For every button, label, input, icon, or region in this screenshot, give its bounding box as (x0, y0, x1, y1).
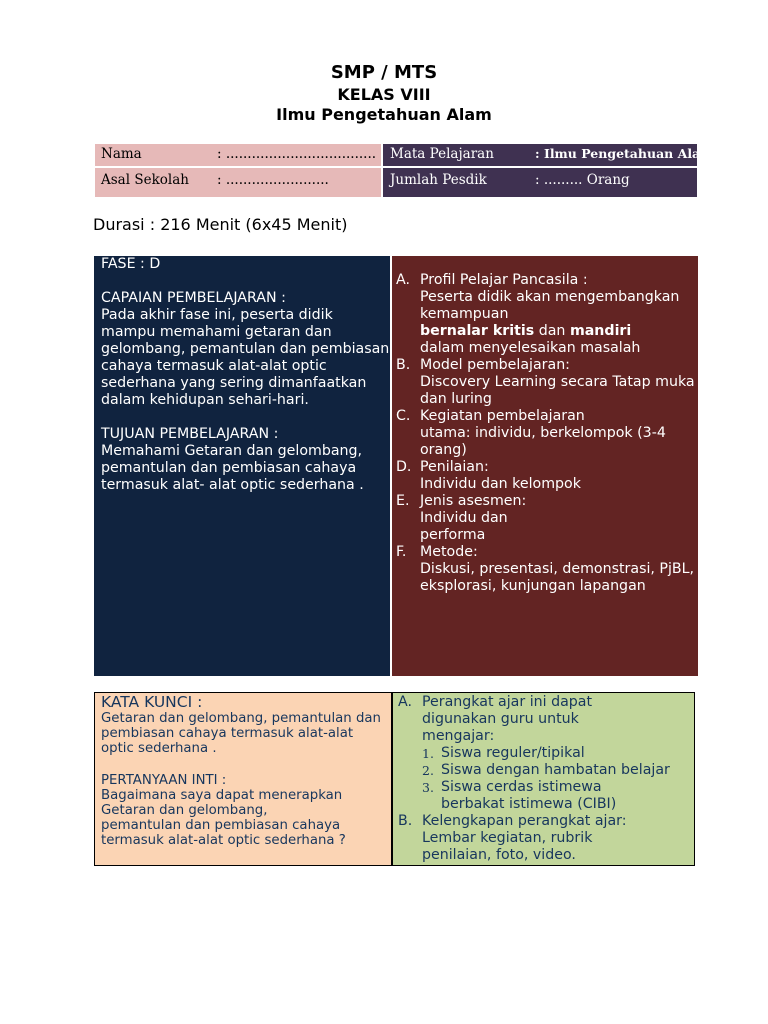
nama-label: Nama (101, 146, 142, 162)
title-subject: Ilmu Pengetahuan Alam (276, 105, 492, 124)
kata-kunci-panel (94, 692, 392, 866)
penilaian-text: Individu dan kelompok (420, 476, 581, 492)
mandiri-text: mandiri (569, 323, 632, 339)
mata-pelajaran-value: : Ilmu Pengetahuan Alam (535, 146, 714, 161)
nama-value: : ................................... (217, 146, 377, 162)
dan-text: dan (538, 323, 566, 339)
list-item-siswa-cibi (398, 779, 696, 813)
kelengkapan-text: penilaian, foto, video. (422, 847, 576, 863)
metode-text: Diskusi, presentasi, demonstrasi, PjBL, eksplorasi, kunjungan lapangan (420, 561, 695, 594)
mata-pelajaran-label: Mata Pelajaran (390, 146, 494, 162)
perangkat-ajar-panel (392, 692, 695, 866)
profil-text-end: dalam menyelesaikan masalah (420, 340, 641, 356)
siswa-cibi-text: Siswa cerdas istimewa (441, 779, 602, 795)
list-marker: 1. (422, 746, 434, 761)
perangkat-text: mengajar: (422, 728, 495, 744)
kata-kunci-text: Getaran dan gelombang, pemantulan dan pembiasan cahaya termasuk alat-alat optic sederhana . (101, 711, 381, 757)
fase-label: FASE : D (101, 256, 161, 272)
durasi-text: Durasi : 216 Menit (6x45 Menit) (93, 215, 348, 234)
bernalar-kritis-text: bernalar kritis (420, 323, 535, 339)
capaian-heading: CAPAIAN PEMBELAJARAN : (101, 290, 286, 306)
list-item-profil (396, 272, 696, 357)
profil-bold-line (420, 323, 696, 340)
model-text: Discovery Learning secara Tatap muka dan luring (420, 374, 695, 407)
list-marker: 3. (422, 780, 434, 795)
profil-panel (392, 256, 698, 676)
list-marker: B. (398, 813, 413, 829)
asal-sekolah-label: Asal Sekolah (101, 172, 189, 188)
list-item-perangkat (398, 694, 696, 745)
list-item-model (396, 357, 696, 408)
title-level: SMP / MTS (330, 62, 438, 83)
list-marker: A. (398, 694, 412, 710)
kelengkapan-text: Lembar kegiatan, rubrik (422, 830, 593, 846)
penilaian-title: Penilaian: (420, 459, 489, 475)
pertanyaan-inti-text: Bagaimana saya dapat menerapkan Getaran dan gelombang, pemantulan dan pembiasan cahaya termasuk alat-alat optic sederhana ? (101, 787, 346, 849)
fase-panel (94, 256, 390, 676)
capaian-text: Pada akhir fase ini, peserta didik mampu memahami getaran dan gelombang, pemantulan dan pembiasan cahaya termasuk alat-alat optic sederhana yang sering dimanfaatkan dalam kehidupan sehari-hari. (101, 307, 390, 408)
list-item-metode (396, 544, 696, 595)
model-title: Model pembelajaran: (420, 357, 570, 373)
list-marker: B. (396, 357, 411, 373)
list-marker: E. (396, 493, 410, 509)
list-marker: F. (396, 544, 407, 560)
list-marker: 2. (422, 763, 434, 778)
kegiatan-title: Kegiatan pembelajaran (420, 408, 585, 424)
kata-kunci-heading: KATA KUNCI : (101, 693, 203, 711)
perangkat-text: Perangkat ajar ini dapat (422, 694, 593, 710)
list-marker: D. (396, 459, 412, 475)
list-item-siswa-reguler (398, 745, 696, 762)
list-item-kelengkapan (398, 813, 696, 864)
asesmen-text: Individu dan performa (420, 510, 508, 543)
profil-text: Peserta didik akan mengembangkan kemampuan (420, 289, 680, 322)
list-marker: A. (396, 272, 410, 288)
metode-title: Metode: (420, 544, 478, 560)
profil-title: Profil Pelajar Pancasila : (420, 272, 588, 288)
siswa-reguler-text: Siswa reguler/tipikal (441, 745, 585, 761)
list-item-penilaian (396, 459, 696, 493)
list-item-siswa-hambatan (398, 762, 696, 779)
asal-sekolah-value: : ........................ (217, 172, 329, 188)
kelengkapan-text: Kelengkapan perangkat ajar: (422, 813, 627, 829)
list-item-kegiatan (396, 408, 696, 459)
pertanyaan-inti-heading: PERTANYAAN INTI : (101, 772, 227, 788)
tujuan-heading: TUJUAN PEMBELAJARAN : (101, 426, 279, 442)
perangkat-text: digunakan guru untuk (422, 711, 579, 727)
title-class: KELAS VIII (337, 85, 431, 104)
jumlah-pesdik-label: Jumlah Pesdik (390, 172, 487, 188)
siswa-hambatan-text: Siswa dengan hambatan belajar (441, 762, 670, 778)
kegiatan-text: utama: individu, berkelompok (3-4 orang) (420, 425, 666, 458)
tujuan-text: Memahami Getaran dan gelombang, pemantulan dan pembiasan cahaya termasuk alat- alat optic sederhana . (101, 443, 364, 493)
list-item-asesmen (396, 493, 696, 544)
siswa-cibi-text: berbakat istimewa (CIBI) (441, 796, 617, 812)
list-marker: C. (396, 408, 411, 424)
asesmen-title: Jenis asesmen: (420, 493, 527, 509)
jumlah-pesdik-value: : ......... Orang (535, 172, 630, 188)
